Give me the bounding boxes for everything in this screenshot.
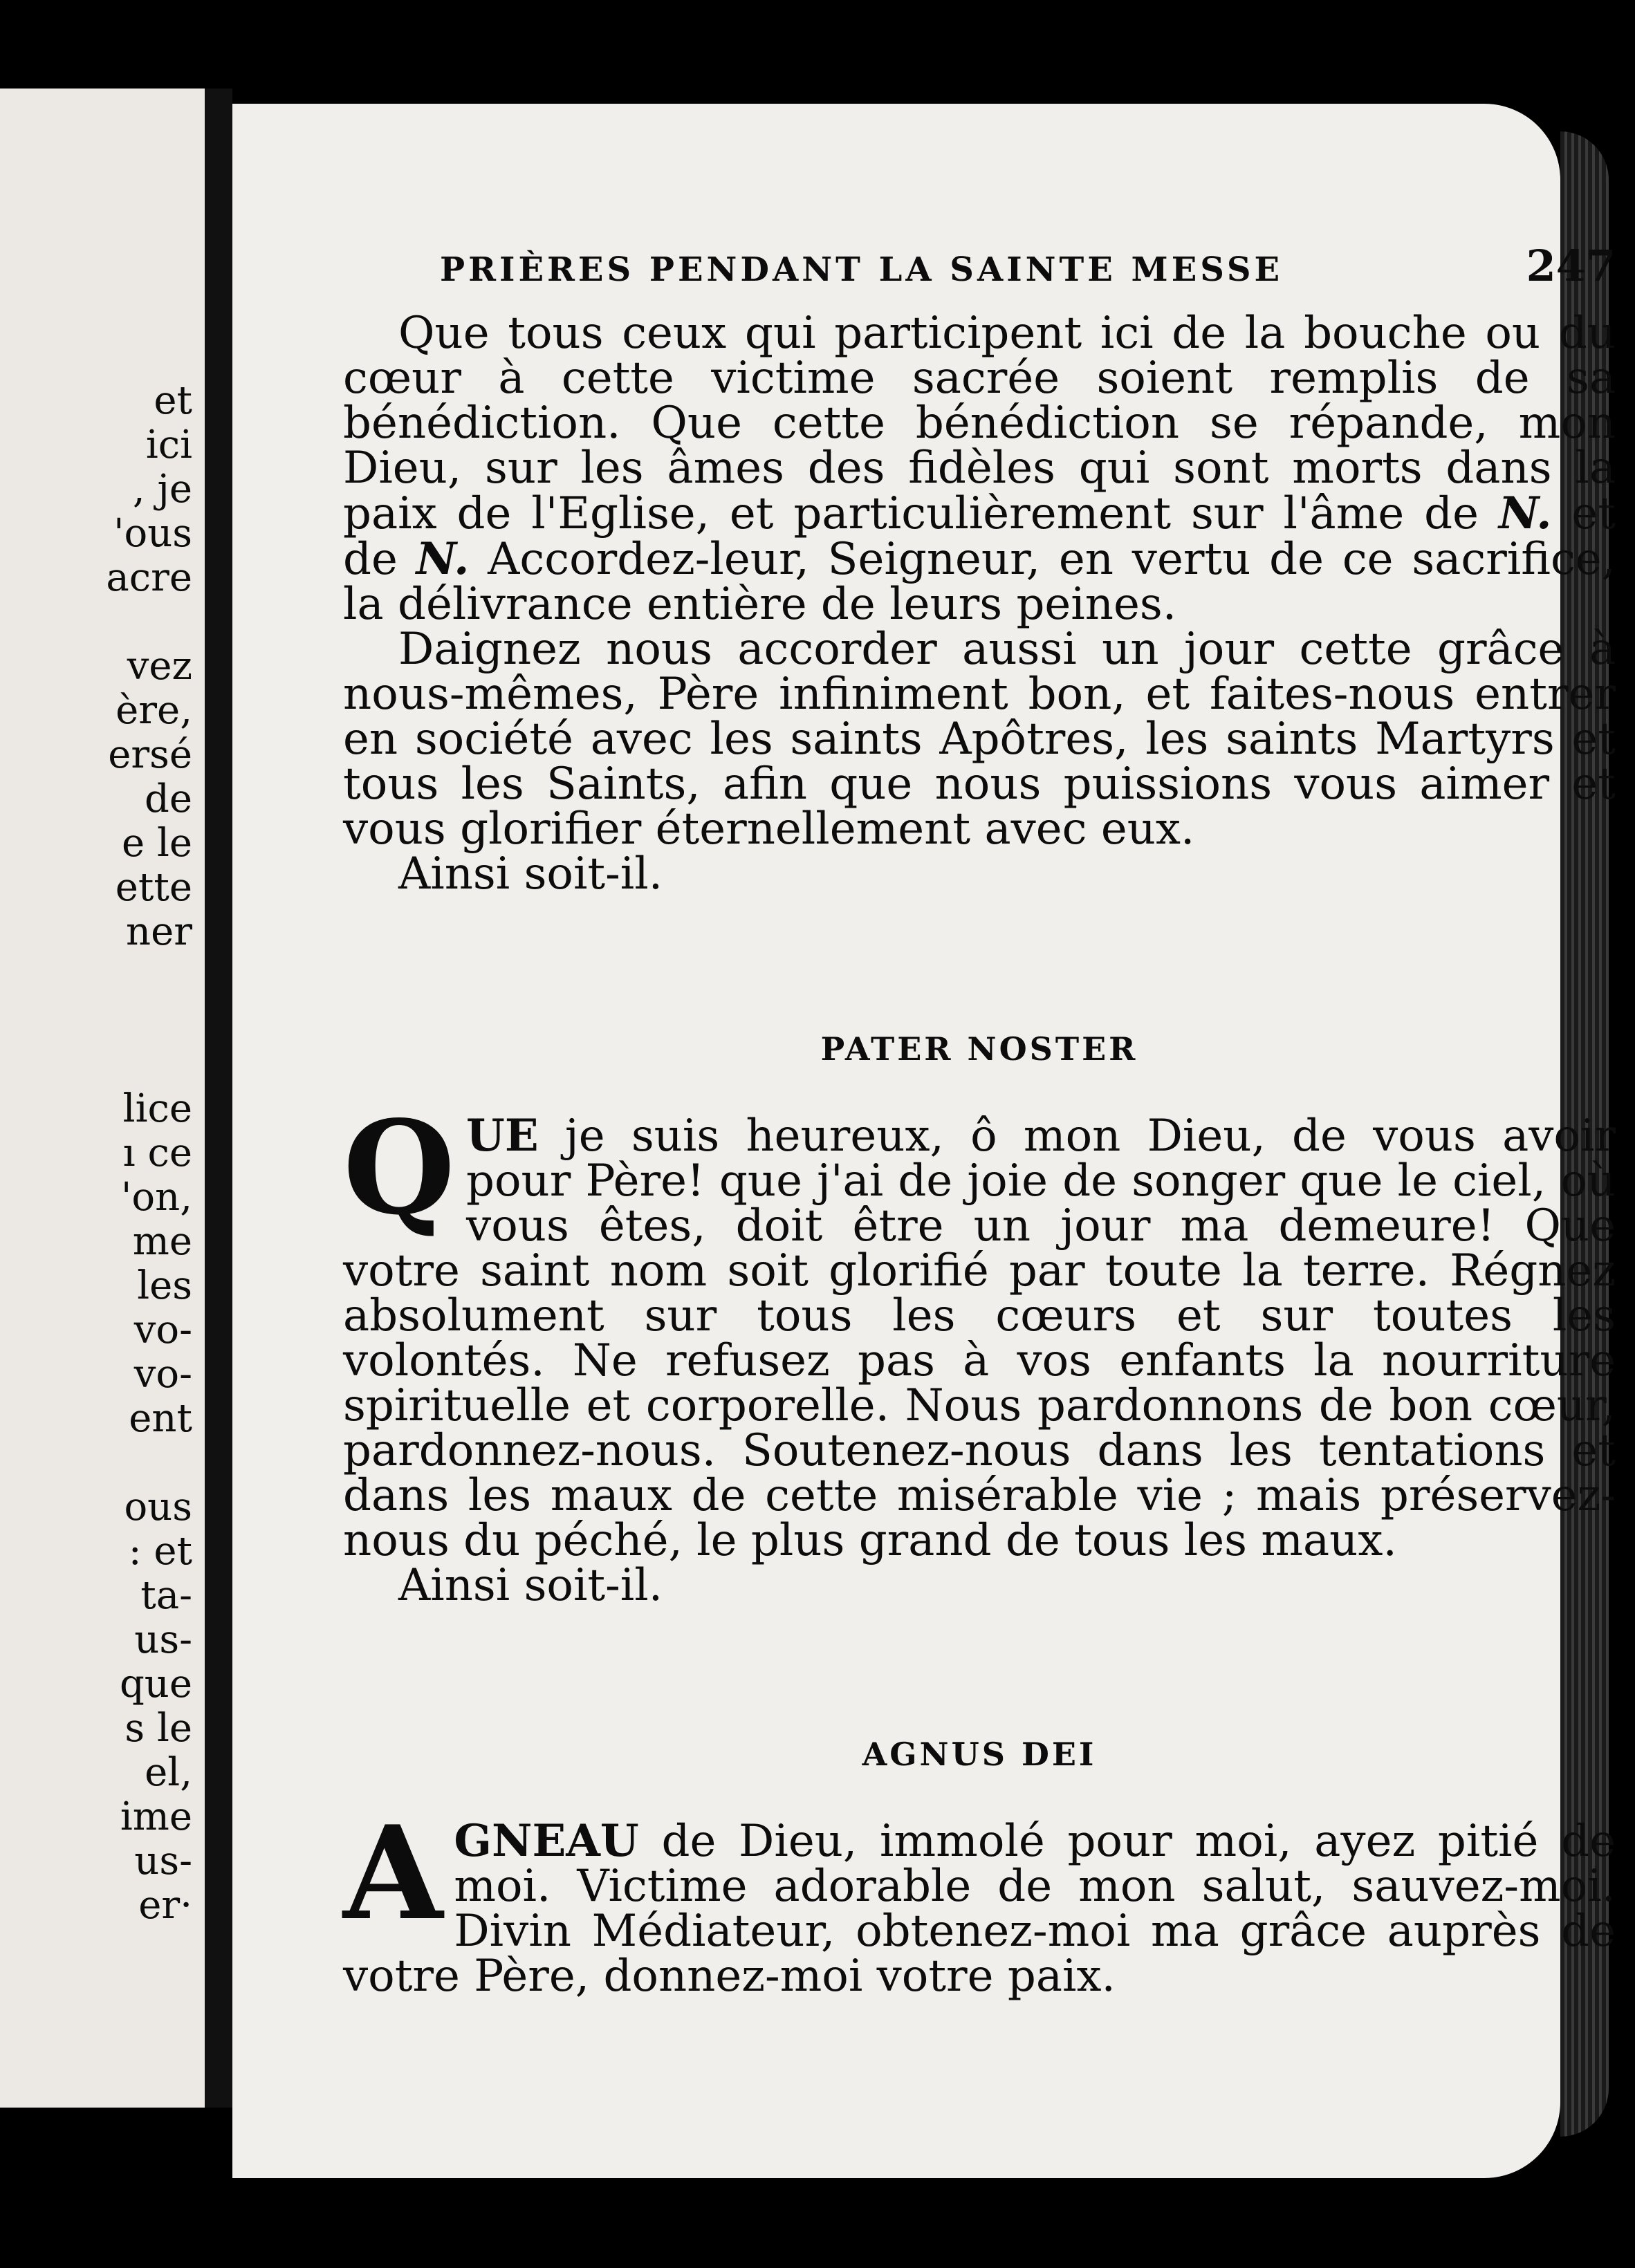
left-page-edge xyxy=(0,89,205,2108)
page-number: 247 xyxy=(1526,241,1616,291)
left-page-fragment: que xyxy=(119,1662,192,1707)
left-page-fragment: ère, xyxy=(116,688,192,733)
left-page-fragment: ent xyxy=(129,1396,192,1441)
left-page-fragment: me xyxy=(132,1219,192,1264)
left-page-fragment: er· xyxy=(138,1883,192,1928)
left-page-fragment: us- xyxy=(134,1617,192,1662)
prayer-text-top xyxy=(343,308,1616,900)
initial-n-1: N. xyxy=(1498,487,1552,539)
left-page-fragment: us- xyxy=(134,1839,192,1884)
heading-pater-noster: PATER NOSTER xyxy=(820,1030,1138,1068)
left-page-fragment: ime xyxy=(120,1794,192,1839)
paragraph-blessing: Que tous ceux qui participent ici de la bouche ou du cœur à cette victime sacrée soient remplis de sa bénédiction. Que cette bénédiction se répande, mon Dieu, sur les âmes des fidèles qui sont morts dans la paix de l'Eglise, et particulièrement sur l'âme de N. et de N. Accordez-leur, Seigneur, en vertu de ce sacrifice, la délivrance entière de leurs peines. xyxy=(343,308,1616,630)
left-page-fragment: ner xyxy=(126,909,192,954)
heading-agnus-dei: AGNUS DEI xyxy=(862,1736,1097,1773)
left-page-fragment: : et xyxy=(128,1529,192,1574)
left-page-fragment: ette xyxy=(115,865,192,910)
left-page-fragment: les xyxy=(137,1263,192,1308)
left-page-fragment: ous xyxy=(124,1485,192,1530)
initial-n-2: N. xyxy=(416,533,470,585)
paragraph-saints: Daignez nous accorder aussi un jour cette grâce à nous-mêmes, Père infiniment bon, et faites-nous entrer en société avec les saints Apôtres, les saints Martyrs et tous les Saints, afin que nous puissions vous aimer et vous glorifier éternellement avec eux. xyxy=(343,624,1616,855)
running-head-title: PRIÈRES PENDANT LA SAINTE MESSE xyxy=(440,250,1284,289)
right-page xyxy=(232,104,1616,2178)
left-page-fragment: ta- xyxy=(140,1573,192,1618)
left-page-fragment: lice xyxy=(122,1086,192,1131)
left-page-fragment: vez xyxy=(127,644,192,689)
left-page-fragment: e le xyxy=(122,821,192,866)
dropcap-a: A xyxy=(343,1797,443,1949)
amen-2: Ainsi soit-il. xyxy=(398,1560,663,1611)
left-page-fragment: acre xyxy=(106,555,192,600)
pater-lead: UE xyxy=(466,1110,539,1162)
amen-1: Ainsi soit-il. xyxy=(398,848,663,900)
running-head xyxy=(440,241,1616,291)
left-page-fragment: s le xyxy=(124,1706,192,1751)
dropcap-q: Q xyxy=(343,1092,456,1243)
left-page-fragment: 'ous xyxy=(113,511,192,556)
left-page-fragment: ersé xyxy=(108,732,192,777)
left-page-fragment: ı ce xyxy=(122,1131,192,1175)
agnus-body: de Dieu, immolé pour moi, ayez pitié de moi. Victime adorable de mon salut, sauvez-moi. Divin Médiateur, obtenez-moi ma grâce auprès de votre Père, donnez-moi votre paix. xyxy=(343,1816,1616,2002)
book-gutter xyxy=(205,89,232,2108)
pater-body: je suis heureux, ô mon Dieu, de vous avoir pour Père! que j'ai de joie de songer que le ciel, où vous êtes, doit être un jour ma demeure! Que votre saint nom soit glorifié par toute la terre. Régnez absolument sur tous les cœurs et sur toutes les volontés. Ne refusez pas à vos enfants la nourriture spirituelle et corporelle. Nous pardonnons de bon cœur, pardonnez-nous. Soutenez-nous dans les tentations et dans les maux de cette misérable vie ; mais préservez-nous du péché, le plus grand de tous les maux. xyxy=(343,1110,1616,1566)
left-page-fragment: ici xyxy=(145,422,192,467)
left-page-fragment: 'on, xyxy=(121,1175,192,1220)
left-page-fragment: vo- xyxy=(133,1308,192,1353)
agnus-dei-paragraph xyxy=(343,1797,1616,2002)
pater-noster-paragraph xyxy=(343,1092,1616,1611)
left-page-fragment: de xyxy=(145,777,192,821)
left-page-fragment: el, xyxy=(145,1750,192,1795)
left-page-fragment: , je xyxy=(132,467,192,512)
left-page-fragment: et xyxy=(154,378,192,423)
left-page-fragment: vo- xyxy=(133,1352,192,1397)
agnus-lead: GNEAU xyxy=(454,1815,639,1867)
